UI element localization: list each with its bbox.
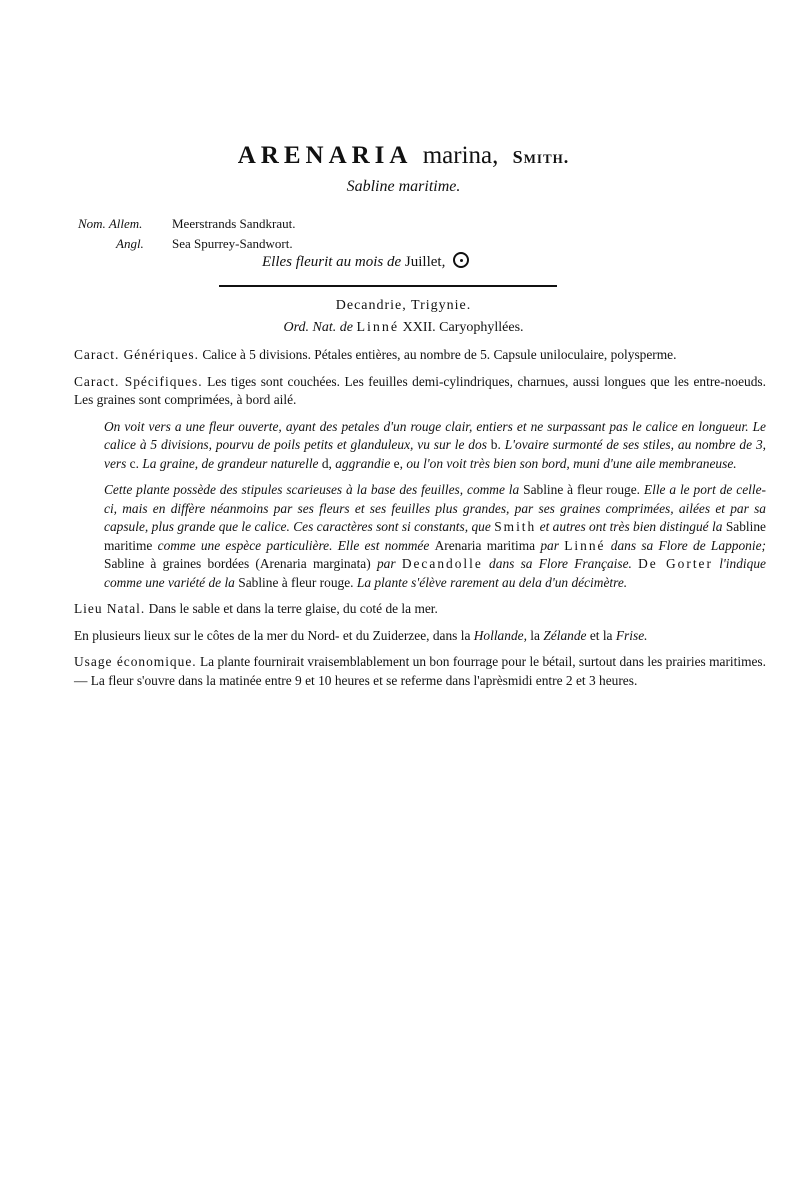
generic-text: Calice à 5 divisions. Pétales entières, au nombre de 5. Capsule uniloculaire, polysperme. [202,347,677,362]
ord-de: de [339,320,353,335]
linnaean-class: Decandrie, Trigynie. [335,298,472,313]
flowering-time: Elles fleurit au mois de Juillet, [262,252,469,271]
german-label: Nom. Allem. [78,216,143,231]
economic-usage [74,653,766,690]
plant-name: Sabline à graines bordées (Arenaria marginata) [104,556,371,571]
desc2-text: La plante s'élève rarement au dela d'un décimètre. [356,574,628,590]
german-name-row [78,214,295,234]
generic-characters [74,346,766,365]
figure-description [104,418,766,474]
locations-text: la [530,627,540,643]
german-name: Meerstrands Sandkraut. [172,216,296,231]
locations-text: En plusieurs lieux sur le côtes de la mer du Nord- et du Zuiderzee, dans la [74,627,471,643]
species-discussion [104,481,766,592]
desc2-text: l'indique comme une variété de la [104,556,766,590]
place-name: Hollande, [473,627,527,643]
plant-name: Sabline à fleur rouge. [523,482,641,497]
desc2-text: Cette plante possède des stipules scarieuses à la base des feuilles, comme la [104,482,520,497]
desc1-text: L'ovaire surmonté de ses stiles, au nombre de 3, vers [104,437,766,471]
flowering-month: Juillet [404,254,442,270]
ord-family: Caryophyllées. [439,320,524,335]
genus-name: ARENARIA [237,142,413,169]
french-name: Sabline maritime. [346,178,461,195]
text-body [74,346,766,698]
english-name: Sea Spurrey-Sandwort. [172,236,293,251]
plant-name: Sabline à fleur rouge. [238,574,354,590]
figure-ref-d: d, [321,455,332,471]
desc2-text: par [540,537,559,553]
habitat-label: Lieu Natal. [74,601,146,616]
plant-name: Sabline maritime [104,519,766,553]
desc2-text: dans sa Flore Française. [489,556,632,571]
english-label: Angl. [116,236,144,251]
desc1-text: La graine, de grandeur naturelle [142,455,319,471]
specific-label: Caract. Spécifiques. [74,373,203,389]
english-name-row [78,234,295,254]
place-name: Frise. [615,627,648,643]
locations [74,627,766,646]
divider-rule [219,285,557,287]
figure-ref-c: c. [129,455,139,471]
specific-text: Les tiges sont couchées. Les feuilles demi-cylindriques, charnues, aussi longues que les entre-noeuds. Les graines sont comprimées, à bord ailé. [74,373,766,407]
sun-icon [453,252,469,268]
flowering-text: Elles fleurit au mois de [262,254,402,270]
author-ref: De Gorter [638,556,713,571]
desc1-text: ou l'on voit très bien son bord, muni d'une aile membraneuse. [406,455,737,471]
usage-text: La plante fournirait vraisemblablement un bon fourrage pour le bétail, surtout dans les prairies maritimes. — La fleur s'ouvre dans la matinée entre 9 et 10 heures et se referme dans l'aprèsmidi entre 2 et 3 heures. [74,654,766,688]
species-name: marina, [422,142,499,169]
habitat-text: Dans le sable et dans la terre glaise, du coté de la mer. [148,601,438,616]
page-title [0,140,807,173]
vernacular-names [78,214,295,254]
habitat [74,600,766,619]
locations-text: et la [589,627,613,643]
desc2-text: Elle a le port de celle-ci, mais en diffère néanmoins par ses fleurs et ses feuilles plus grandes, par ses graines comprimées, ailées et par sa capsule, plus grande que le calice. Ces caractères sont si constants, que [104,482,766,534]
desc2-text: et autres ont très bien distingué la [539,519,723,534]
author-ref: Linné [564,537,606,553]
place-name: Zélande [543,627,587,643]
plant-name: Arenaria maritima [434,537,536,553]
usage-label: Usage économique. [74,654,197,669]
author-ref: Smith [494,519,537,534]
desc2-text: par [376,556,396,571]
ord-label: Ord. Nat. [283,320,337,335]
author-name: Smith. [512,147,570,167]
ord-linne: Linné [356,320,400,335]
desc2-text: dans sa Flore de Lapponie; [610,537,766,553]
author-ref: Decandolle [401,556,483,571]
desc1-text: aggrandie [335,455,391,471]
desc2-text: comme une espèce particulière. Elle est nommée [157,537,430,553]
specific-characters [74,373,766,410]
natural-order [0,320,807,336]
figure-ref-b: b. [490,437,501,452]
figure-ref-e: e, [393,455,403,471]
desc1-text: On voit vers a une fleur ouverte, ayant des petales d'un rouge clair, entiers et ne surpassant pas le calice en longueur. Le calice à 5 divisions, pourvu de poils petits et glanduleux, vu sur le dos [104,418,766,452]
generic-label: Caract. Génériques. [74,347,199,362]
ord-number: XXII. [402,320,436,335]
